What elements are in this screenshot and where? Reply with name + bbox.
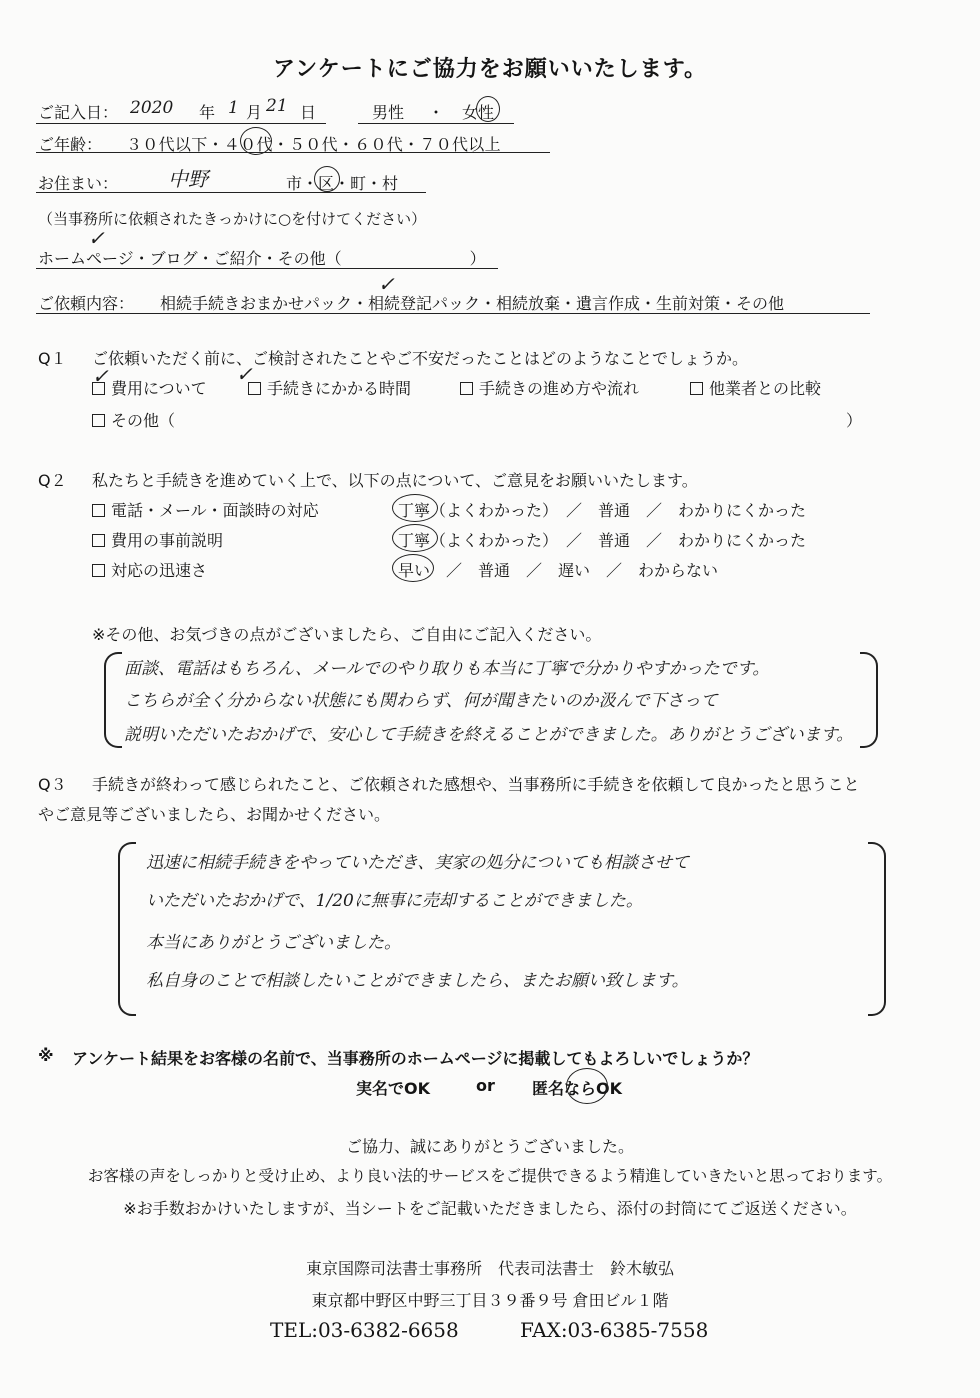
request-check-mark: ✓ [378, 272, 395, 296]
checkbox-icon [92, 564, 105, 577]
q3-comment-line1[interactable]: 迅速に相続手続きをやっていただき、実家の処分についても相談させて [146, 853, 689, 873]
request-label: ご依頼内容： [38, 294, 135, 313]
gender-separator: ・ [428, 103, 445, 122]
q2-answers-speed[interactable]: 早い ／ 普通 ／ 遅い ／ わからない [398, 561, 719, 580]
q1-option-time[interactable]: 手続きにかかる時間 [248, 376, 411, 399]
checkbox-icon [690, 382, 703, 395]
entry-day-unit: 日 [300, 103, 317, 122]
office-fax: FAX:03-6385-7558 [520, 1318, 709, 1342]
closing-thanks: ご協力、誠にありがとうございました。 [345, 1137, 634, 1156]
closing-return-note: ※お手数おかけいたしますが、当シートをご記載いただきましたら、添付の封筒にてご返送ください。 [123, 1199, 857, 1218]
publish-question: アンケート結果をお客様の名前で、当事務所のホームページに掲載してもよろしいでしょうか？ [72, 1049, 759, 1068]
q3-comment-line4[interactable]: 私自身のことで相談したいことができましたら、またお願い致します。 [146, 971, 689, 991]
publish-mark: ※ [38, 1046, 54, 1065]
entry-year-unit: 年 [199, 103, 216, 122]
gender-male[interactable]: 男性 [372, 103, 405, 122]
publish-selected-circle [566, 1068, 608, 1104]
q2-comment-line3[interactable]: 説明いただいたおかげで、安心して手続きを終えることができました。ありがとうございます。 [124, 725, 854, 745]
q3-comment-bracket-right [868, 842, 886, 1016]
entry-month-unit: 月 [246, 103, 263, 122]
q3-comment-line2[interactable]: いただいたおかげで、1/20に無事に売却することができました。 [146, 891, 643, 911]
publish-or: or [476, 1076, 495, 1095]
q3-question-line2: やご意見等ございましたら、お聞かせください。 [38, 805, 391, 824]
q2-number: Q２ [38, 471, 67, 490]
closing-commitment: お客様の声をしっかりと受け止め、より良い法的サービスをご提供できるよう精進していきたいと思っております。 [87, 1167, 893, 1185]
office-tel[interactable]: TEL:03-6382-6658 [270, 1318, 459, 1342]
q1-number: Q１ [38, 349, 67, 368]
age-underline [36, 152, 550, 153]
entry-day[interactable]: 21 [266, 96, 288, 116]
q1-check-mark-cost: ✓ [92, 364, 109, 388]
q3-comment-bracket-left [118, 842, 136, 1016]
q2-item-speed: 対応の迅速さ [92, 558, 207, 581]
address-units[interactable]: 市・区・町・村 [286, 174, 399, 193]
q2-contact-selected-circle [392, 494, 438, 522]
q1-option-compare[interactable]: 他業者との比較 [690, 376, 821, 399]
address-value[interactable]: 中野 [168, 167, 208, 191]
page-title: アンケートにご協力をお願いいたします。 [273, 57, 707, 82]
q1-option-cost[interactable]: 費用について [92, 376, 207, 399]
checkbox-icon [92, 534, 105, 547]
request-underline [36, 313, 870, 314]
entry-date-underline [36, 123, 326, 124]
q3-question-line1: 手続きが終わって感じられたこと、ご依頼された感想や、当事務所に手続きを依頼して良かったと思うこと [92, 775, 860, 794]
age-selected-circle [240, 127, 272, 155]
address-label: お住まい： [38, 174, 119, 193]
q2-comment-bracket-right [860, 652, 878, 748]
checkbox-icon [92, 504, 105, 517]
checkbox-icon [92, 414, 105, 427]
entry-date-label: ご記入日： [38, 103, 119, 122]
age-label: ご年齢： [38, 135, 103, 154]
q2-speed-selected-circle [392, 554, 434, 582]
age-options[interactable]: ３０代以下・４０代・５０代・６０代・７０代以上 [126, 135, 501, 154]
q2-comment-line2[interactable]: こちらが全く分からない状態にも関わらず、何が聞きたいのか汲んで下さって [124, 691, 718, 711]
office-address: 東京都中野区中野三丁目３９番９号 倉田ビル１階 [311, 1291, 669, 1310]
office-name: 東京国際司法書士事務所 代表司法書士 鈴木敏弘 [305, 1259, 674, 1278]
entry-year[interactable]: 2020 [130, 98, 174, 118]
q2-comment-bracket-left [104, 652, 122, 748]
q1-check-mark-time: ✓ [236, 362, 253, 386]
entry-month[interactable]: 1 [228, 98, 239, 118]
address-selected-circle [314, 166, 340, 192]
q3-comment-line3[interactable]: 本当にありがとうございました。 [146, 933, 401, 953]
q2-other-prompt: ※その他、お気づきの点がございましたら、ご自由にご記入ください。 [92, 625, 602, 644]
q2-question: 私たちと手続きを進めていく上で、以下の点について、ご意見をお願いいたします。 [92, 471, 698, 490]
q3-number: Q３ [38, 775, 67, 794]
q1-option-other[interactable]: その他（ [92, 408, 175, 431]
q2-comment-line1[interactable]: 面談、電話はもちろん、メールでのやり取りも本当に丁寧で分かりやすかったです。 [124, 659, 770, 679]
q1-question: ご依頼いただく前に、ご検討されたことやご不安だったことはどのようなことでしょうか。 [92, 349, 749, 368]
trigger-underline [36, 268, 498, 269]
gender-selected-circle [476, 96, 500, 122]
trigger-check-mark: ✓ [88, 226, 105, 250]
request-options[interactable]: 相続手続きおまかせパック・相続登記パック・相続放棄・遺言作成・生前対策・その他 [160, 294, 785, 313]
gender-female[interactable]: 女性 [462, 103, 495, 122]
publish-anonymous-option[interactable]: 匿名ならOK [532, 1079, 623, 1098]
q2-item-fee: 費用の事前説明 [92, 528, 223, 551]
q2-answers-contact[interactable]: 丁寧（よくわかった） ／ 普通 ／ わかりにくかった [398, 501, 807, 520]
trigger-note: （当事務所に依頼されたきっかけに○を付けてください） [38, 210, 427, 228]
address-underline [36, 192, 426, 193]
trigger-options[interactable]: ホームページ・ブログ・ご紹介・その他（ ） [38, 249, 486, 268]
q2-item-contact: 電話・メール・面談時の対応 [92, 498, 319, 521]
gender-underline [358, 123, 514, 124]
q2-answers-fee[interactable]: 丁寧（よくわかった） ／ 普通 ／ わかりにくかった [398, 531, 807, 550]
publish-real-name-option[interactable]: 実名でOK [356, 1079, 431, 1098]
q1-other-close: ） [846, 411, 863, 430]
q1-option-process[interactable]: 手続きの進め方や流れ [460, 376, 639, 399]
checkbox-icon [460, 382, 473, 395]
q2-fee-selected-circle [392, 524, 438, 552]
